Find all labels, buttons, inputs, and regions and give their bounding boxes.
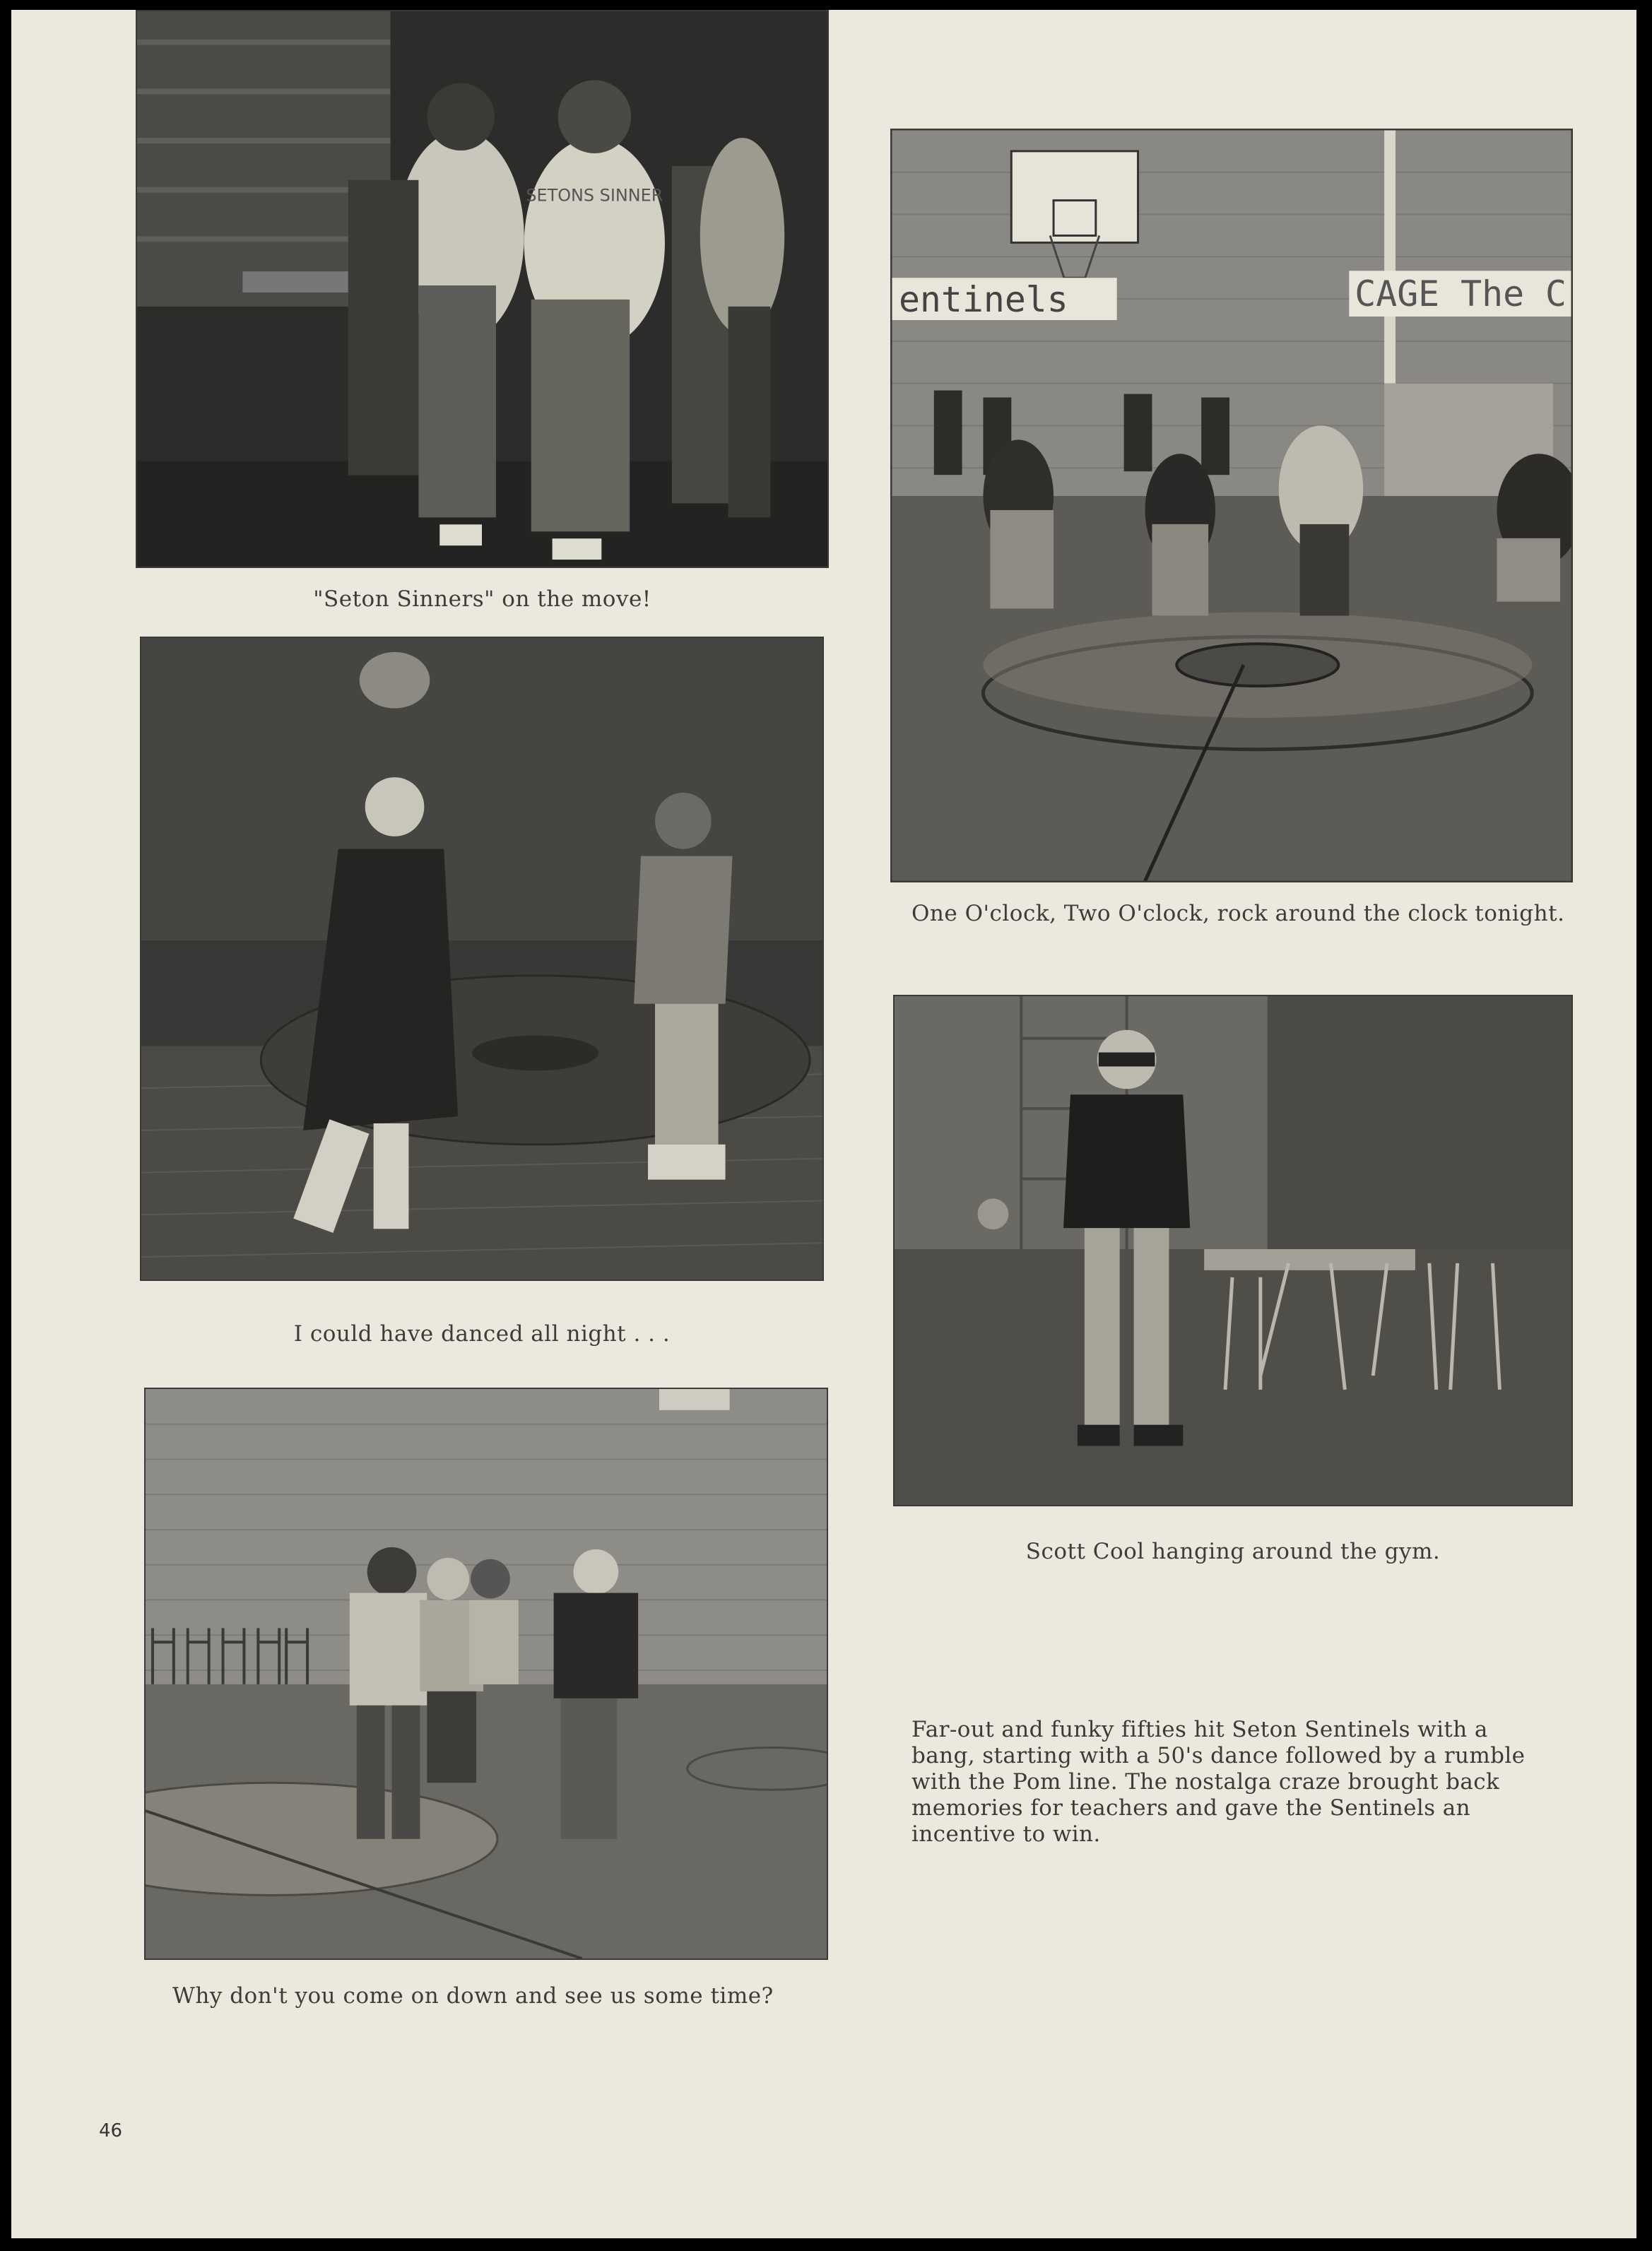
photo-come-on-down xyxy=(144,1388,828,1960)
yearbook-page xyxy=(11,10,1636,2238)
caption-rock-around-clock: One O'clock, Two O'clock, rock around the clock tonight. xyxy=(911,901,1565,926)
banner-right-text: CAGE The C xyxy=(1355,273,1567,315)
photo-seton-sinners-image xyxy=(137,11,827,567)
photo-danced-all-night xyxy=(140,637,824,1281)
photo-scott-cool-image xyxy=(895,996,1571,1505)
photo-rock-around-clock-image xyxy=(892,130,1571,881)
photo-scott-cool xyxy=(893,995,1573,1506)
banner-left-text: entinels xyxy=(898,279,1068,321)
photo-rock-around-clock xyxy=(890,129,1573,882)
photo-danced-all-night-image xyxy=(141,638,822,1280)
photo-seton-sinners xyxy=(136,10,829,568)
caption-come-on-down: Why don't you come on down and see us some time? xyxy=(172,1983,774,2009)
body-paragraph: Far-out and funky fifties hit Seton Sentinels with a bang, starting with a 50's dance followed by a rumble with the Pom line. The nostalga craze brought back memories for teachers and gave the Sentinels an incentive to win. xyxy=(911,1717,1526,1847)
caption-scott-cool: Scott Cool hanging around the gym. xyxy=(1025,1539,1441,1564)
shirt-print-text: SETONS SINNER xyxy=(526,185,663,206)
caption-danced-all-night: I could have danced all night . . . xyxy=(293,1321,671,1347)
photo-come-on-down-image xyxy=(146,1389,827,1958)
caption-seton-sinners: "Seton Sinners" on the move! xyxy=(313,586,651,612)
page-number: 46 xyxy=(99,2120,123,2141)
